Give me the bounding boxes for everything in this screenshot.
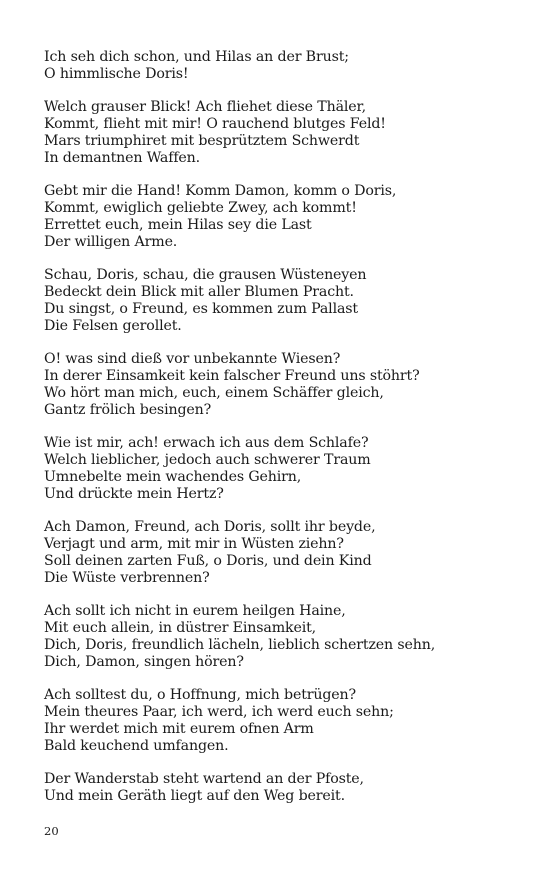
poem-line: Wie ist mir, ach! erwach ich aus dem Schlafe? <box>44 435 369 452</box>
poem-line: Gebt mir die Hand! Komm Damon, komm o Doris, <box>44 183 397 200</box>
poem-line: Der willigen Arme. <box>44 233 178 250</box>
poem-line: Bedeckt dein Blick mit aller Blumen Pracht. <box>44 284 354 301</box>
poem-line: Bald keuchend umfangen. <box>44 737 229 754</box>
stanza <box>44 519 534 586</box>
poem-line: Kommt, ewiglich geliebte Zwey, ach kommt! <box>44 200 357 217</box>
poem-line: Kommt, flieht mit mir! O rauchend blutges Feld! <box>44 116 386 133</box>
poem-line: O himmlische Doris! <box>44 65 189 82</box>
poem-line: Und mein Geräth liegt auf den Weg bereit. <box>44 788 345 805</box>
poem-line: Gantz frölich besingen? <box>44 401 212 418</box>
stanza <box>44 49 534 83</box>
poem-line: Mein theures Paar, ich werd, ich werd euch sehn; <box>44 704 394 721</box>
poem-line: Die Felsen gerollet. <box>44 317 182 334</box>
poem-line: Dich, Damon, singen hören? <box>44 653 244 670</box>
poem-text <box>44 49 534 805</box>
poem-line: Umnebelte mein wachendes Gehirn, <box>44 468 302 485</box>
page-number: 20 <box>44 824 59 838</box>
poem-line: In demantnen Waffen. <box>44 149 201 166</box>
poem-line: Wo hört man mich, euch, einem Schäffer gleich, <box>44 384 384 401</box>
poem-line: Verjagt und arm, mit mir in Wüsten ziehn? <box>44 536 344 553</box>
poem-line: Dich, Doris, freundlich lächeln, lieblich schertzen sehn, <box>44 636 436 653</box>
poem-line: Errettet euch, mein Hilas sey die Last <box>44 216 312 233</box>
poem-line: Ach solltest du, o Hoffnung, mich betrügen? <box>44 687 357 704</box>
poem-line: Welch lieblicher, jedoch auch schwerer Traum <box>44 452 371 469</box>
poem-line: In derer Einsamkeit kein falscher Freund uns stöhrt? <box>44 368 420 385</box>
poem-line: Mars triumphiret mit besprütztem Schwerdt <box>44 132 360 149</box>
poem-line: Welch grauser Blick! Ach fliehet diese Thäler, <box>44 99 366 116</box>
poem-line: Der Wanderstab steht wartend an der Pfoste, <box>44 771 364 788</box>
poem-line: Die Wüste verbrennen? <box>44 569 210 586</box>
stanza <box>44 603 534 670</box>
poem-line: Schau, Doris, schau, die grausen Wüsteneyen <box>44 267 367 284</box>
poem-line: Ihr werdet mich mit eurem ofnen Arm <box>44 720 314 737</box>
stanza <box>44 99 534 166</box>
poem-line: Du singst, o Freund, es kommen zum Pallast <box>44 300 358 317</box>
stanza <box>44 351 534 418</box>
stanza <box>44 435 534 502</box>
stanza <box>44 687 534 754</box>
stanza <box>44 771 534 805</box>
poem-line: Ach Damon, Freund, ach Doris, sollt ihr beyde, <box>44 519 376 536</box>
poem-line: Ach sollt ich nicht in eurem heilgen Haine, <box>44 603 346 620</box>
stanza <box>44 183 534 250</box>
stanza <box>44 267 534 334</box>
poem-line: Mit euch allein, in düstrer Einsamkeit, <box>44 620 316 637</box>
poem-line: Soll deinen zarten Fuß, o Doris, und dein Kind <box>44 552 372 569</box>
poem-line: Ich seh dich schon, und Hilas an der Brust; <box>44 49 349 65</box>
poem-line: Und drückte mein Hertz? <box>44 485 224 502</box>
poem-line: O! was sind dieß vor unbekannte Wiesen? <box>44 351 341 368</box>
